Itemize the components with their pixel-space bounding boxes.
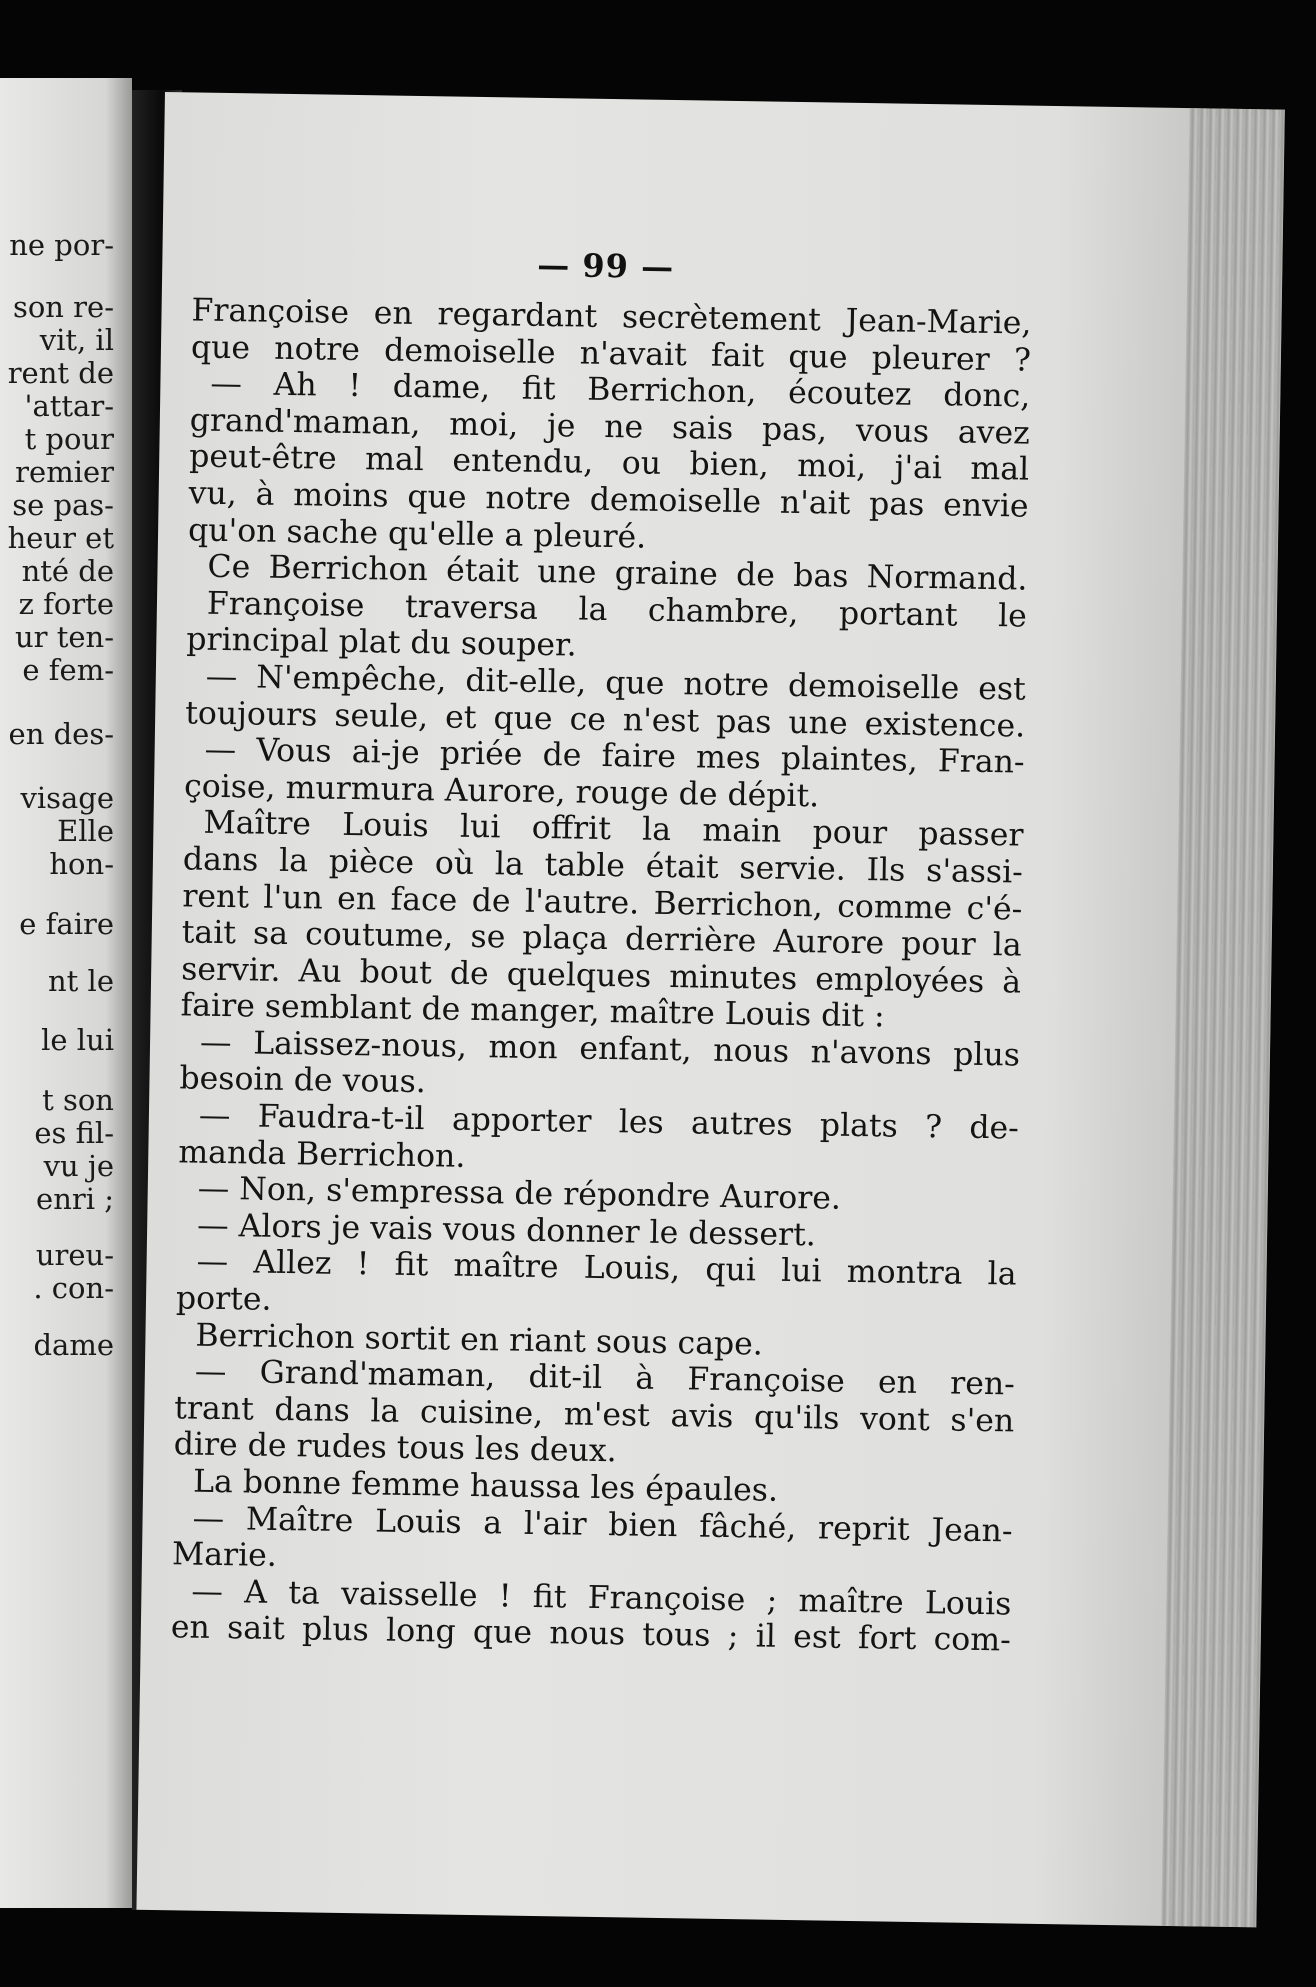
left-line: vu je	[43, 1149, 114, 1183]
left-line: ne por-	[9, 228, 114, 262]
left-line: t son	[42, 1083, 114, 1117]
left-line: remier	[15, 455, 114, 489]
left-line: z forte	[18, 587, 114, 621]
text-line: dans la pièce où la table était servie. Ils s'assi-	[182, 841, 1024, 891]
left-line: . con-	[33, 1271, 114, 1305]
text-line: toujours seule, et que ce n'est pas une existence.	[184, 694, 1026, 745]
left-line: t pour	[24, 422, 114, 456]
text-line: grand'maman, moi, je ne sais pas, vous avez	[189, 402, 1031, 452]
left-line: 'attar-	[24, 389, 114, 423]
text-line: La bonne femme haussa les épaules.	[192, 1463, 779, 1509]
text-line: principal plat du souper.	[186, 621, 577, 664]
text-line: Françoise traversa la chambre, portant le	[206, 585, 1028, 635]
text-line: Marie.	[171, 1536, 278, 1575]
left-line: rent de	[7, 356, 114, 390]
left-line: enri ;	[36, 1182, 114, 1216]
left-line: vit, il	[39, 323, 114, 357]
left-line: heur et	[7, 521, 114, 555]
text-line: manda Berrichon.	[178, 1133, 466, 1175]
left-line: visage	[20, 781, 114, 815]
text-line: — Non, s'empressa de répondre Aurore.	[197, 1170, 842, 1218]
text-line: peut-être mal entendu, ou bien, moi, j'ai mal	[188, 438, 1030, 488]
text-line: — Faudra-t-il apporter les autres plats ? de-	[198, 1097, 1020, 1147]
text-line: tait sa coutume, se plaça derrière Aurore pour la	[181, 914, 1022, 964]
text-line: Ce Berrichon était une graine de bas Normand.	[207, 548, 1028, 598]
text-line: — N'empêche, dit-elle, que notre demoiselle est	[205, 658, 1027, 708]
text-line: qu'on sache qu'elle a pleuré.	[187, 511, 647, 556]
text-line: — Ah ! dame, fit Berrichon, écoutez donc,	[210, 365, 1031, 415]
left-line: nt le	[48, 964, 114, 998]
text-line: — A ta vaisselle ! fit Françoise ; maître Louis	[191, 1573, 1012, 1623]
left-line: e faire	[19, 907, 114, 941]
text-line: en sait plus long que nous tous ; il est fort com-	[170, 1609, 1012, 1659]
left-line: hon-	[49, 847, 114, 881]
text-line: — Alors je vais vous donner le dessert.	[196, 1207, 817, 1254]
left-line: dame	[33, 1328, 114, 1362]
page-text	[171, 292, 1032, 1659]
text-line: que notre demoiselle n'avait fait que pleurer ?	[190, 329, 1032, 379]
text-line: Maître Louis lui offrit la main pour passer	[203, 805, 1024, 854]
text-line: rent l'un en face de l'autre. Berrichon, comme c'é-	[182, 877, 1023, 928]
text-line: — Maître Louis a l'air bien fâché, reprit Jean-	[192, 1500, 1013, 1550]
text-line: — Laissez-nous, mon enfant, nous n'avons plus	[199, 1024, 1021, 1074]
page-edge	[1161, 108, 1285, 1927]
text-line: trant dans la cuisine, m'est avis qu'ils vont s'en	[174, 1390, 1015, 1440]
text-line: vu, à moins que notre demoiselle n'ait pas envie	[188, 475, 1029, 525]
text-line: — Grand'maman, dit-il à Françoise en ren-	[194, 1353, 1016, 1403]
text-line: Berrichon sortit en riant sous cape.	[195, 1317, 764, 1363]
left-page	[0, 78, 132, 1908]
left-line: ureu-	[35, 1238, 114, 1272]
text-line: — Vous ai-je priée de faire mes plaintes, Fran-	[204, 731, 1025, 781]
text-line: faire semblant de manger, maître Louis dit :	[180, 987, 885, 1035]
text-line: çoise, murmura Aurore, rouge de dépit.	[183, 768, 820, 815]
text-line: — Allez ! fit maître Louis, qui lui montra la	[196, 1244, 1017, 1293]
text-line: besoin de vous.	[179, 1060, 427, 1101]
page-number: — 99 —	[537, 245, 675, 287]
text-line: dire de rudes tous les deux.	[173, 1426, 617, 1470]
left-line: e fem-	[22, 653, 114, 687]
left-line: son re-	[12, 290, 114, 324]
text-line: servir. Au bout de quelques minutes employées à	[180, 951, 1022, 1001]
left-line: ur ten-	[14, 620, 114, 654]
left-line: se pas-	[12, 488, 114, 522]
left-line: le lui	[41, 1023, 114, 1057]
left-line: nté de	[21, 554, 114, 588]
right-page	[136, 92, 1284, 1927]
text-line: Françoise en regardant secrètement Jean-Marie,	[191, 292, 1032, 342]
left-line: Elle	[57, 814, 114, 848]
text-line: porte.	[175, 1280, 272, 1318]
left-line: es fil-	[34, 1116, 114, 1150]
left-line: en des-	[8, 717, 114, 751]
